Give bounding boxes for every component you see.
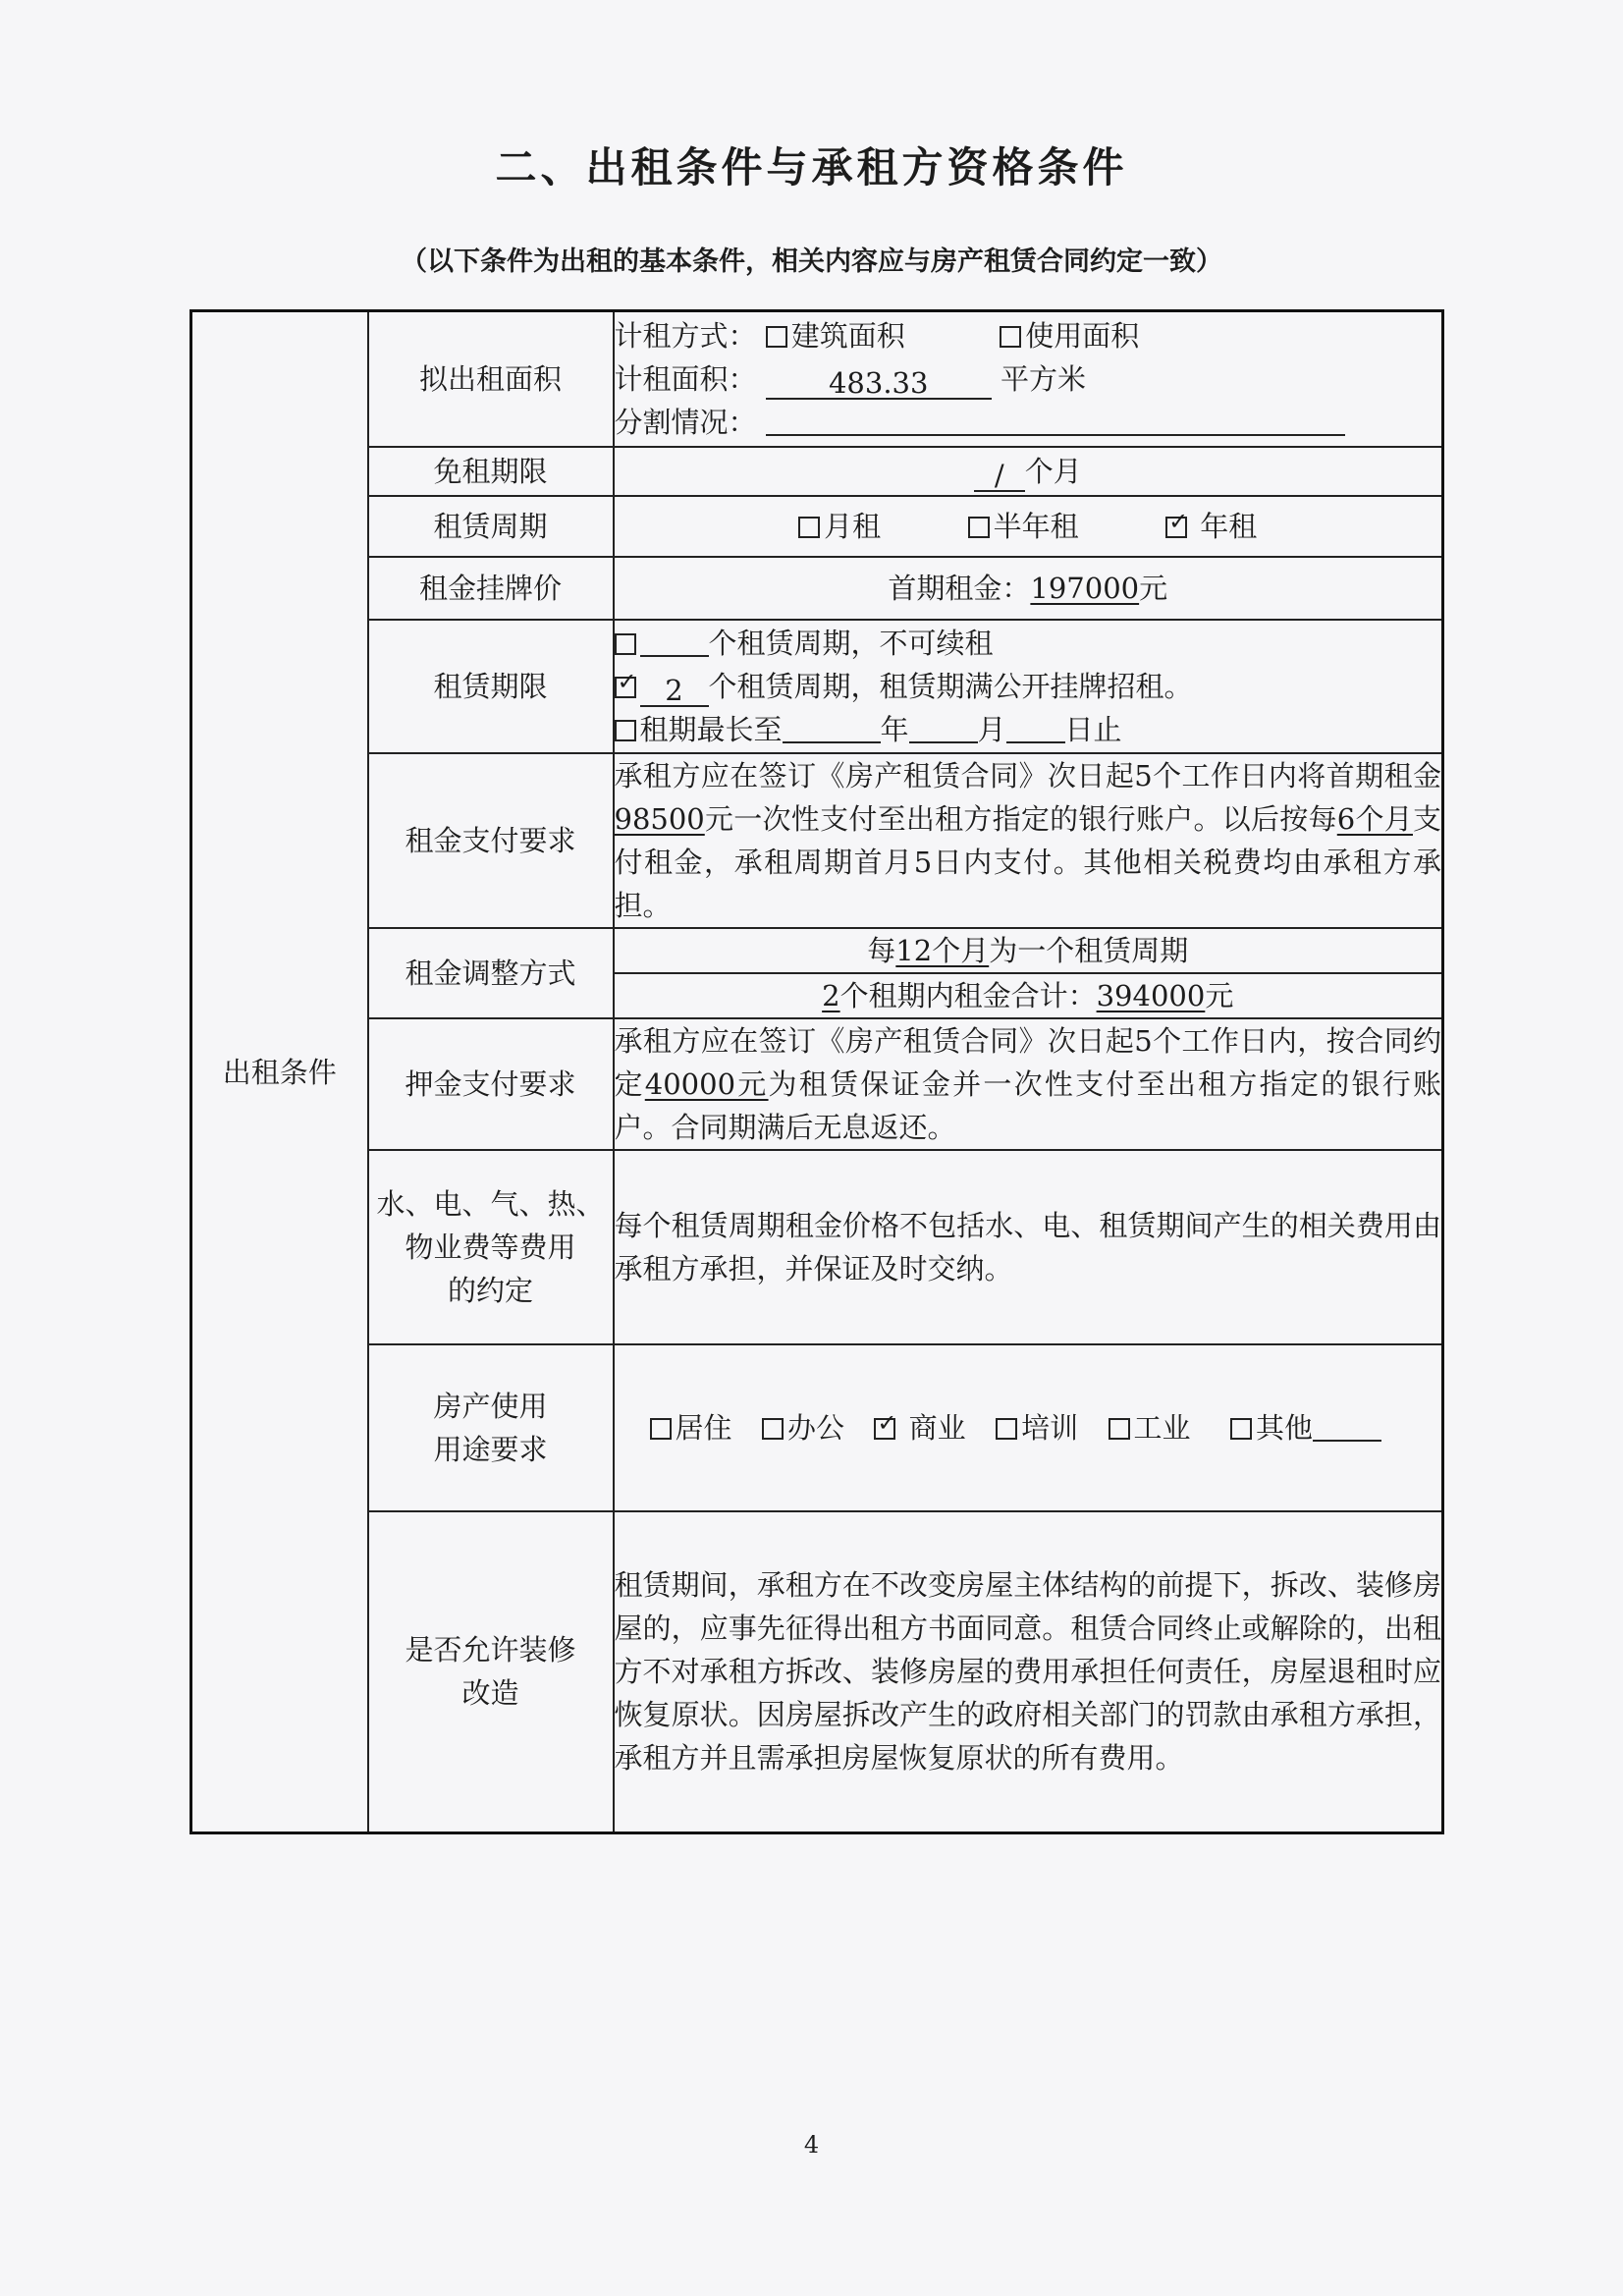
industrial-label: 工业 — [1133, 1410, 1191, 1445]
utilities-label — [368, 1150, 614, 1344]
term-month-label: 月 — [977, 712, 1006, 746]
page-subtitle: （以下条件为出租的基本条件，相关内容应与房产租赁合同约定一致） — [401, 246, 1222, 277]
page-title: 二、出租条件与承租方资格条件 — [495, 143, 1128, 191]
other-blank[interactable] — [1313, 1410, 1381, 1442]
utilities-label-1: 水、电、气、热、 — [376, 1186, 605, 1221]
area-unit: 平方米 — [1000, 361, 1086, 396]
usage-label — [368, 1344, 614, 1511]
term-year-label: 年 — [880, 712, 909, 746]
adjust-l2-amount: 394000 — [1096, 978, 1206, 1012]
yearly-checkbox[interactable] — [1165, 517, 1187, 538]
adjust-l1-suffix: 为一个租赁周期 — [989, 933, 1189, 967]
renovation-label — [368, 1511, 614, 1833]
residential-checkbox[interactable] — [650, 1418, 672, 1440]
row-renovation — [191, 1511, 1443, 1833]
residential-label: 居住 — [675, 1410, 732, 1445]
payment-text-2: 元一次性支付至出租方指定的银行账户。以后按每 — [704, 801, 1337, 836]
adjust-l2-value: 2 — [822, 978, 840, 1012]
building-area-checkbox[interactable] — [766, 326, 787, 348]
renovation-label-1: 是否允许装修 — [405, 1633, 576, 1667]
term-day-label: 日止 — [1064, 712, 1122, 746]
training-checkbox[interactable] — [996, 1418, 1017, 1440]
price-label: 租金挂牌价 — [368, 557, 614, 620]
row-utilities — [191, 1150, 1443, 1344]
price-value: 197000 — [1030, 571, 1140, 605]
term-day-blank[interactable] — [1006, 712, 1065, 743]
training-label: 培训 — [1021, 1410, 1079, 1445]
adjust-l2-unit: 元 — [1205, 978, 1234, 1012]
term-option-3-prefix: 租期最长至 — [639, 712, 783, 746]
deposit-amount: 40000元 — [644, 1066, 769, 1101]
section-label: 出租条件 — [191, 311, 368, 1833]
cycle-value-cell — [614, 496, 1443, 557]
utilities-text: 每个租赁周期租金价格不包括水、电、租赁期间产生的相关费用由承租方承担，并保证及时交纳。 — [614, 1150, 1443, 1344]
payment-amount: 98500 — [614, 801, 705, 836]
yearly-label: 年租 — [1200, 509, 1258, 543]
payment-label: 租金支付要求 — [368, 753, 614, 928]
page-number: 4 — [803, 2131, 820, 2159]
area-prefix: 计租面积： — [614, 361, 757, 396]
building-area-label: 建筑面积 — [790, 318, 905, 353]
adjust-label: 租金调整方式 — [368, 928, 614, 1018]
deposit-label: 押金支付要求 — [368, 1018, 614, 1150]
usable-area-label: 使用面积 — [1025, 318, 1140, 353]
monthly-label: 月租 — [824, 509, 882, 543]
price-unit: 元 — [1139, 571, 1168, 605]
office-label: 办公 — [786, 1410, 844, 1445]
row-cycle — [191, 496, 1443, 557]
term-option-1-blank[interactable] — [640, 626, 709, 657]
renovation-label-2: 改造 — [461, 1676, 519, 1711]
row-deposit — [191, 1018, 1443, 1150]
split-prefix: 分割情况： — [614, 405, 757, 439]
payment-months: 6个月 — [1336, 801, 1413, 836]
usage-label-1: 房产使用 — [433, 1389, 548, 1423]
half-year-checkbox[interactable] — [968, 517, 990, 538]
term-option-1-text: 个租赁周期，不可续租 — [708, 626, 994, 660]
industrial-checkbox[interactable] — [1109, 1418, 1130, 1440]
usage-value-cell — [614, 1344, 1443, 1511]
price-prefix: 首期租金： — [888, 571, 1031, 605]
row-area — [191, 311, 1443, 447]
term-option-2-text: 个租赁周期，租赁期满公开挂牌招租。 — [708, 669, 1193, 703]
term-label: 租赁期限 — [368, 620, 614, 753]
price-value-cell — [614, 557, 1443, 620]
free-period-value-cell — [614, 447, 1443, 496]
term-option-2-value[interactable]: 2 — [640, 676, 709, 707]
utilities-label-2: 物业费等费用 — [405, 1230, 576, 1264]
commercial-label: 商业 — [908, 1410, 966, 1445]
term-value-cell — [614, 620, 1443, 753]
area-value-cell — [614, 311, 1443, 447]
commercial-checkbox[interactable] — [874, 1418, 895, 1440]
deposit-value-cell — [614, 1018, 1443, 1150]
row-term — [191, 620, 1443, 753]
term-month-blank[interactable] — [909, 712, 978, 743]
term-year-blank[interactable] — [783, 712, 881, 743]
renovation-text: 租赁期间，承租方在不改变房屋主体结构的前提下，拆改、装修房屋的，应事先征得出租方书面同意。租赁合同终止或解除的，出租方不对承租方拆改、装修房屋的费用承担任何责任，房屋退租时应恢复原状。因房屋拆改产生的政府相关部门的罚款由承租方承担，承租方并且需承担房屋恢复原状的所有费用。 — [614, 1511, 1443, 1833]
term-option-2-checkbox[interactable] — [615, 677, 636, 698]
adjust-value-cell — [614, 928, 1443, 1018]
payment-value-cell — [614, 753, 1443, 928]
other-label: 其他 — [1255, 1410, 1313, 1445]
term-option-3-checkbox[interactable] — [615, 720, 636, 741]
adjust-line-1 — [615, 929, 1442, 972]
half-year-label: 半年租 — [993, 509, 1079, 543]
rental-conditions-table — [189, 309, 1444, 1834]
deposit-text-2: 为租赁保证金并一次性支付至出租方指定的银行账户。合同期满后无息返还。 — [614, 1066, 1441, 1144]
usage-label-2: 用途要求 — [433, 1432, 548, 1466]
row-free-period — [191, 447, 1443, 496]
area-value[interactable]: 483.33 — [766, 368, 992, 400]
adjust-l1-prefix: 每 — [867, 933, 896, 967]
adjust-line-2 — [615, 972, 1442, 1017]
monthly-checkbox[interactable] — [798, 517, 820, 538]
row-price — [191, 557, 1443, 620]
free-period-value[interactable]: / — [974, 461, 1025, 492]
payment-text-3: 支付租金，承租周期首月5日内支付。其他相关税费均由承租方承担。 — [614, 801, 1441, 922]
adjust-l1-value: 12个月 — [895, 933, 990, 967]
free-period-label: 免租期限 — [368, 447, 614, 496]
usable-area-checkbox[interactable] — [1000, 326, 1021, 348]
row-adjust — [191, 928, 1443, 1018]
payment-text-1: 承租方应在签订《房产租赁合同》次日起5个工作日内将首期租金 — [614, 758, 1441, 793]
deposit-text-1: 承租方应在签订《房产租赁合同》次日起5个工作日内，按合同约定 — [614, 1023, 1441, 1101]
office-checkbox[interactable] — [762, 1418, 784, 1440]
row-payment — [191, 753, 1443, 928]
cycle-label: 租赁周期 — [368, 496, 614, 557]
adjust-l2-mid: 个租期内租金合计： — [839, 978, 1097, 1012]
split-value-blank[interactable] — [766, 405, 1345, 436]
row-usage — [191, 1344, 1443, 1511]
utilities-label-3: 的约定 — [447, 1273, 533, 1307]
term-option-1-checkbox[interactable] — [615, 633, 636, 655]
free-period-unit: 个月 — [1024, 454, 1082, 488]
area-label: 拟出租面积 — [368, 311, 614, 447]
method-prefix: 计租方式： — [614, 318, 757, 353]
other-checkbox[interactable] — [1230, 1418, 1252, 1440]
